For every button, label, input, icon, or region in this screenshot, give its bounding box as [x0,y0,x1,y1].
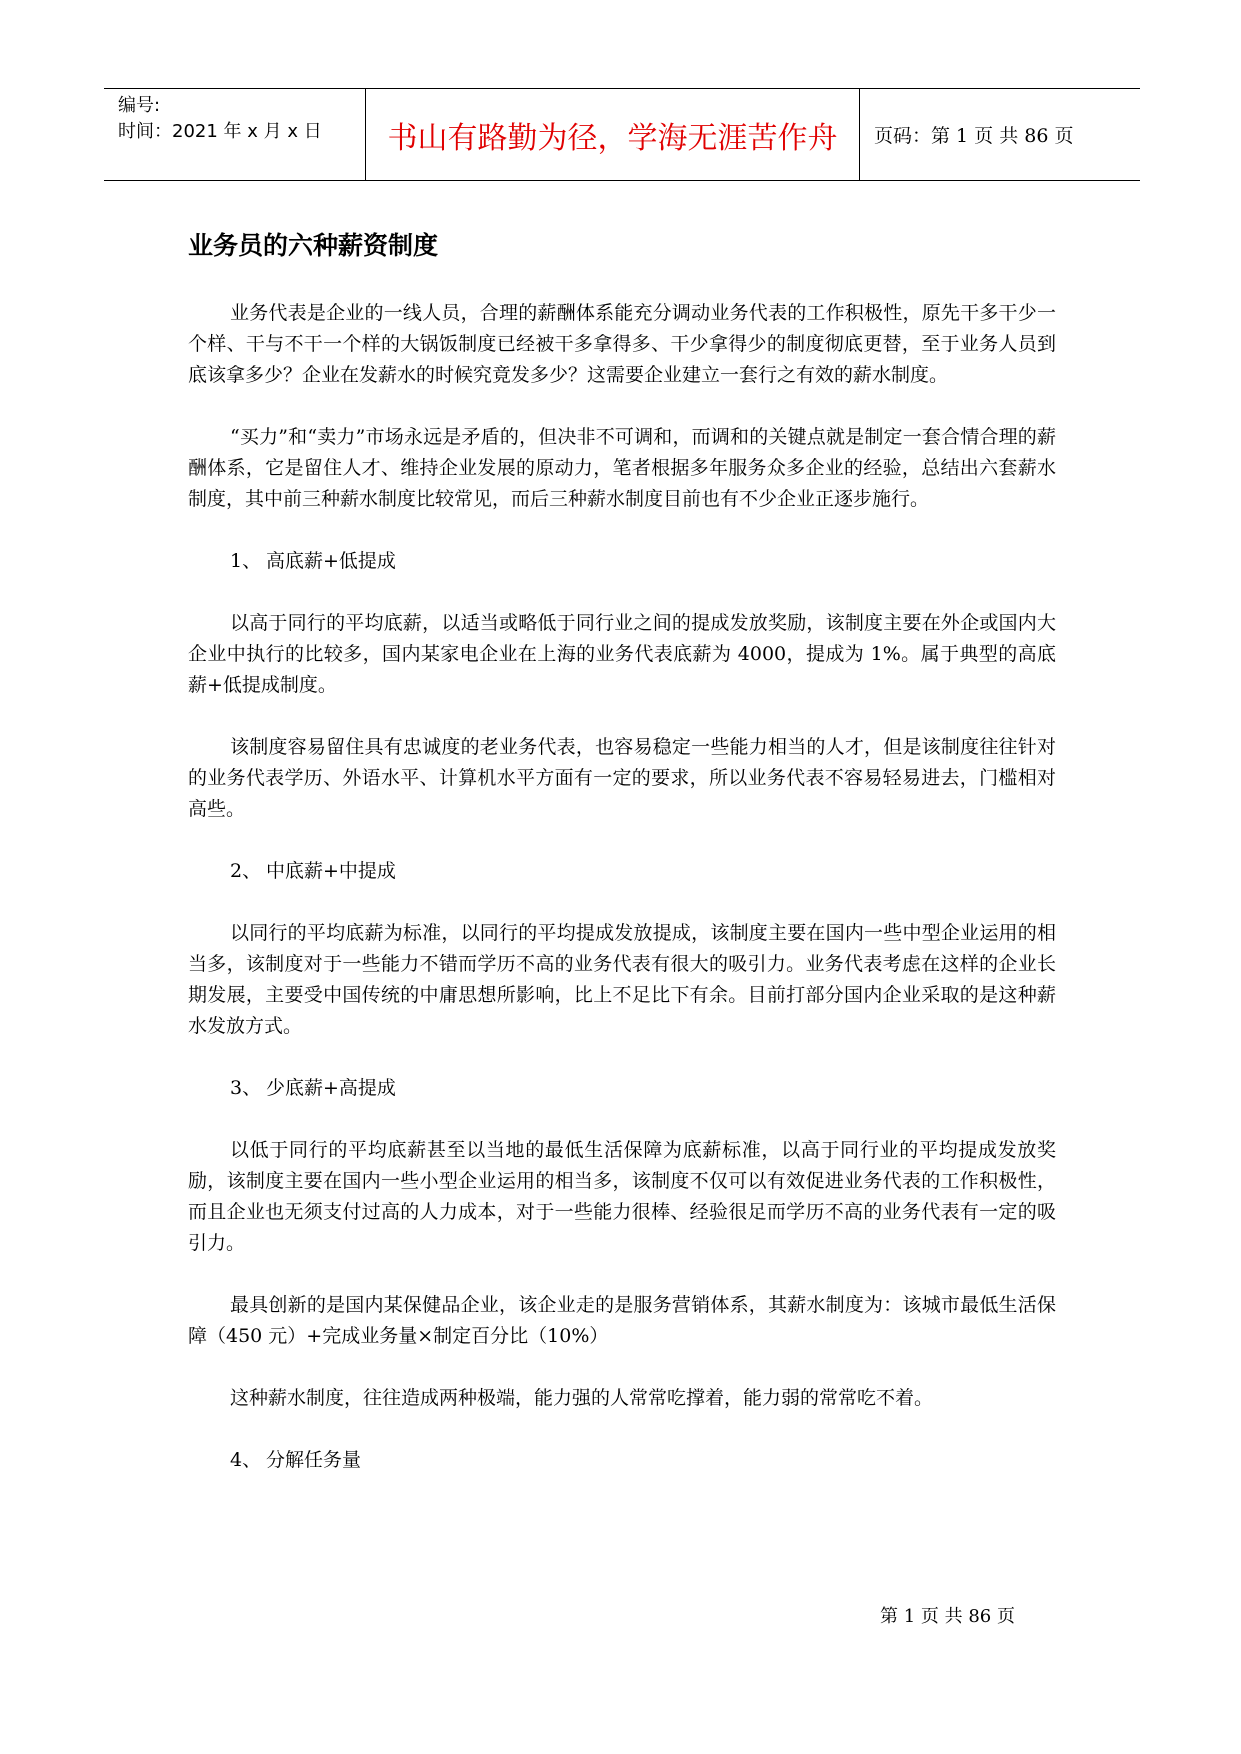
document-time-label: 时间：2021 年 x 月 x 日 [118,121,322,142]
page-header [104,88,1140,181]
paragraph: 以高于同行的平均底薪，以适当或略低于同行业之间的提成发放奖励，该制度主要在外企或国内大企业中执行的比较多，国内某家电企业在上海的业务代表底薪为 4000，提成为 1%。属于典型的高底薪+低提成制度。 [188,612,1056,696]
paragraph: 这种薪水制度，往往造成两种极端，能力强的人常常吃撑着，能力弱的常常吃不着。 [230,1387,934,1409]
list-item-number: 4、 [230,1449,262,1471]
header-meta [104,89,366,180]
list-item-label: 分解任务量 [266,1449,362,1471]
paragraph: 以低于同行的平均底薪甚至以当地的最低生活保障为底薪标准，以高于同行业的平均提成发放奖励，该制度主要在国内一些小型企业运用的相当多，该制度不仅可以有效促进业务代表的工作积极性，而且企业也无须支付过高的人力成本，对于一些能力很棒、经验很足而学历不高的业务代表有一定的吸引力。 [188,1139,1056,1254]
header-page-number: 页码：第 1 页 共 86 页 [874,125,1074,147]
list-item-number: 3、 [230,1077,262,1099]
list-item [188,1445,1056,1476]
document-title: 业务员的六种薪资制度 [188,231,439,260]
header-motto: 书山有路勤为径，学海无涯苦作舟 [366,89,860,180]
document-body [188,298,1056,1507]
list-item [188,856,1056,887]
list-item [188,1073,1056,1104]
list-item-number: 2、 [230,860,262,882]
list-item [188,546,1056,577]
paragraph: 该制度容易留住具有忠诚度的老业务代表，也容易稳定一些能力相当的人才，但是该制度往往针对的业务代表学历、外语水平、计算机水平方面有一定的要求，所以业务代表不容易轻易进去，门槛相对高些。 [188,736,1056,820]
document-number-label: 编号: [118,95,161,116]
list-item-number: 1、 [230,550,262,572]
page-footer: 第 1 页 共 86 页 [880,1606,1015,1627]
list-item-label: 中底薪+中提成 [266,860,396,882]
paragraph: 以同行的平均底薪为标准，以同行的平均提成发放提成，该制度主要在国内一些中型企业运用的相当多，该制度对于一些能力不错而学历不高的业务代表有很大的吸引力。业务代表考虑在这样的企业长期发展，主要受中国传统的中庸思想所影响，比上不足比下有余。目前打部分国内企业采取的是这种薪水发放方式。 [188,922,1056,1037]
paragraph: 最具创新的是国内某保健品企业，该企业走的是服务营销体系，其薪水制度为：该城市最低生活保障（450 元）+完成业务量×制定百分比（10%） [188,1294,1056,1347]
paragraph: 业务代表是企业的一线人员，合理的薪酬体系能充分调动业务代表的工作积极性，原先干多干少一个样、干与不干一个样的大锅饭制度已经被干多拿得多、干少拿得少的制度彻底更替，至于业务人员到底该拿多少？企业在发薪水的时候究竟发多少？这需要企业建立一套行之有效的薪水制度。 [188,302,1056,386]
paragraph: “买力”和“卖力”市场永远是矛盾的，但决非不可调和，而调和的关键点就是制定一套合情合理的薪酬体系，它是留住人才、维持企业发展的原动力，笔者根据多年服务众多企业的经验，总结出六套薪水制度，其中前三种薪水制度比较常见，而后三种薪水制度目前也有不少企业正逐步施行。 [188,426,1056,510]
list-item-label: 高底薪+低提成 [266,550,396,572]
list-item-label: 少底薪+高提成 [266,1077,396,1099]
